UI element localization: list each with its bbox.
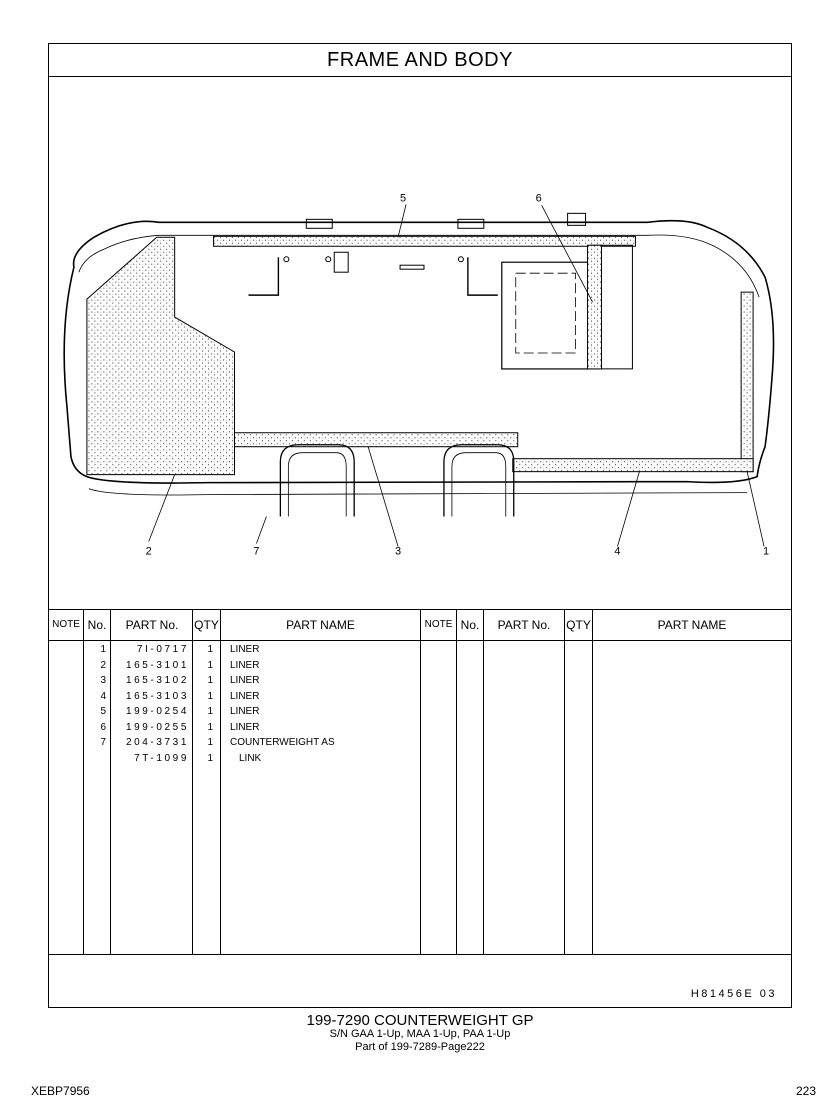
callout-3: 3 — [395, 545, 402, 558]
drawing-number: H81456E 03 — [690, 988, 777, 1000]
header-no: No. — [87, 618, 107, 632]
page-title: FRAME AND BODY — [49, 44, 791, 77]
table-row: 5 199-0254 1 LINER — [100, 706, 260, 717]
page-number: 223 — [795, 1084, 816, 1098]
callout-5: 5 — [399, 192, 407, 205]
header-part-name: PART NAME — [286, 618, 355, 632]
liner-1 — [741, 292, 753, 472]
table-row: 2 165-3101 1 LINER — [100, 659, 260, 671]
header-qty: QTY — [194, 618, 219, 632]
parts-page-frame — [48, 43, 792, 1008]
liner-5 — [214, 236, 636, 246]
header-part-no-2: PART No. — [497, 618, 551, 632]
callout-4: 4 — [614, 545, 621, 558]
callout-6: 6 — [535, 192, 542, 205]
callout-7: 7 — [253, 545, 260, 558]
table-row: 1 7I-0717 1 LINER — [100, 644, 260, 655]
parts-table-body — [49, 641, 791, 954]
serial-numbers: S/N GAA 1-Up, MAA 1-Up, PAA 1-Up — [329, 1028, 511, 1040]
table-row: 3 165-3102 1 LINER — [100, 675, 260, 686]
table-row: 7T-1099 1 LINK — [134, 753, 262, 764]
header-note-2: NOTE — [424, 619, 453, 630]
header-no-2: No. — [460, 618, 480, 632]
liner-6 — [588, 245, 602, 369]
header-part-no: PART No. — [125, 618, 179, 632]
exploded-view-diagram — [49, 77, 791, 609]
liner-4 — [513, 459, 753, 472]
header-part-name-2: PART NAME — [657, 618, 727, 632]
header-note: NOTE — [52, 619, 80, 630]
table-row: 7 204-3731 1 COUNTERWEIGHT AS — [100, 737, 335, 748]
liner-2 — [87, 237, 235, 474]
table-row: 4 165-3103 1 LINER — [100, 690, 260, 702]
table-row: 6 199-0255 1 LINER — [100, 721, 260, 733]
document-code: XEBP7956 — [31, 1084, 90, 1098]
callout-2: 2 — [145, 545, 152, 558]
header-qty-2: QTY — [566, 618, 591, 632]
callout-1: 1 — [763, 545, 770, 558]
group-title: 199-7290 COUNTERWEIGHT GP — [306, 1012, 534, 1029]
parent-reference: Part of 199-7289-Page222 — [355, 1041, 485, 1053]
